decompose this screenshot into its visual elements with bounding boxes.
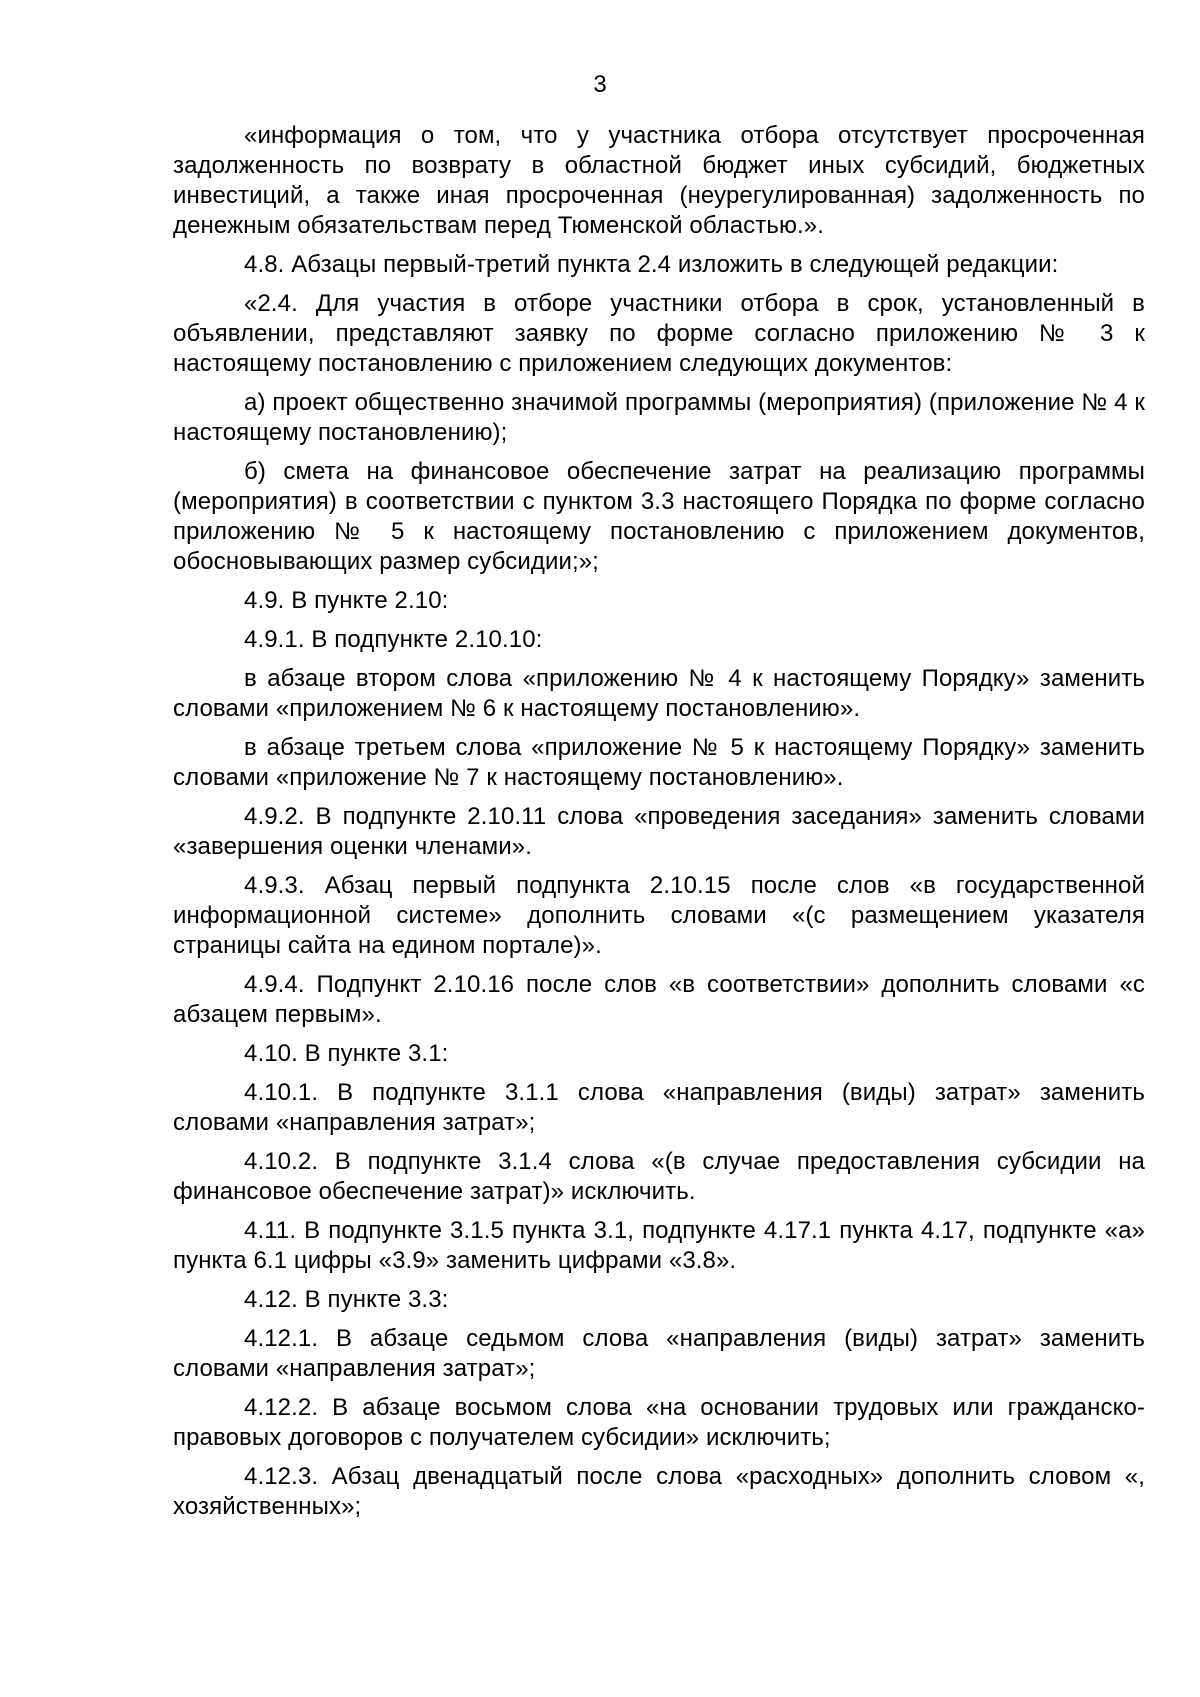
page-number: 3 — [593, 71, 607, 98]
paragraph: 4.9.4. Подпункт 2.10.16 после слов «в соответствии» дополнить словами «с абзацем первым». — [173, 971, 1145, 1028]
paragraph: 4.12.1. В абзаце седьмом слова «направления (виды) затрат» заменить словами «направления затрат»; — [173, 1325, 1145, 1382]
paragraph: 4.10.2. В подпункте 3.1.4 слова «(в случае предоставления субсидии на финансовое обеспечение затрат)» исключить. — [173, 1148, 1145, 1205]
paragraph: «2.4. Для участия в отборе участники отбора в срок, установленный в объявлении, представляют заявку по форме согласно приложению № 3 к настоящему постановлению с приложением следующих документов: — [173, 290, 1145, 377]
paragraph: 4.10. В пункте 3.1: — [244, 1040, 449, 1067]
paragraph: в абзаце третьем слова «приложение № 5 к настоящему Порядку» заменить словами «приложение № 7 к настоящему постановлению». — [173, 734, 1145, 791]
paragraph: 4.12. В пункте 3.3: — [244, 1286, 449, 1313]
paragraph: а) проект общественно значимой программы (мероприятия) (приложение № 4 к настоящему постановлению); — [173, 389, 1145, 446]
paragraph: 4.9.3. Абзац первый подпункта 2.10.15 после слов «в государственной информационной системе» дополнить словами «(с размещением указателя страницы сайта на едином портале)». — [173, 872, 1145, 959]
paragraph: б) смета на финансовое обеспечение затрат на реализацию программы (мероприятия) в соответствии с пунктом 3.3 настоящего Порядка по форме согласно приложению № 5 к настоящему постановлению с приложением документов, обосновывающих размер субсидии;»; — [173, 458, 1145, 575]
paragraph: 4.12.3. Абзац двенадцатый после слова «расходных» дополнить словом «, хозяйственных»; — [173, 1463, 1145, 1520]
paragraph: 4.11. В подпункте 3.1.5 пункта 3.1, подпункте 4.17.1 пункта 4.17, подпункте «а» пункта 6.1 цифры «3.9» заменить цифрами «3.8». — [173, 1217, 1145, 1274]
paragraph: 4.10.1. В подпункте 3.1.1 слова «направления (виды) затрат» заменить словами «направления затрат»; — [173, 1079, 1145, 1136]
paragraph: 4.9. В пункте 2.10: — [244, 587, 449, 614]
paragraph: 4.9.1. В подпункте 2.10.10: — [244, 626, 543, 653]
paragraph: в абзаце втором слова «приложению № 4 к настоящему Порядку» заменить словами «приложением № 6 к настоящему постановлению». — [173, 665, 1145, 722]
paragraph: «информация о том, что у участника отбора отсутствует просроченная задолженность по возврату в областной бюджет иных субсидий, бюджетных инвестиций, а также иная просроченная (неурегулированная) задолженность по денежным обязательствам перед Тюменской областью.». — [173, 122, 1145, 239]
document-body — [173, 121, 1145, 1531]
paragraph: 4.9.2. В подпункте 2.10.11 слова «проведения заседания» заменить словами «завершения оценки членами». — [173, 803, 1145, 860]
paragraph: 4.12.2. В абзаце восьмом слова «на основании трудовых или гражданско-правовых договоров с получателем субсидии» исключить; — [173, 1394, 1145, 1451]
paragraph: 4.8. Абзацы первый-третий пункта 2.4 изложить в следующей редакции: — [244, 251, 1059, 278]
